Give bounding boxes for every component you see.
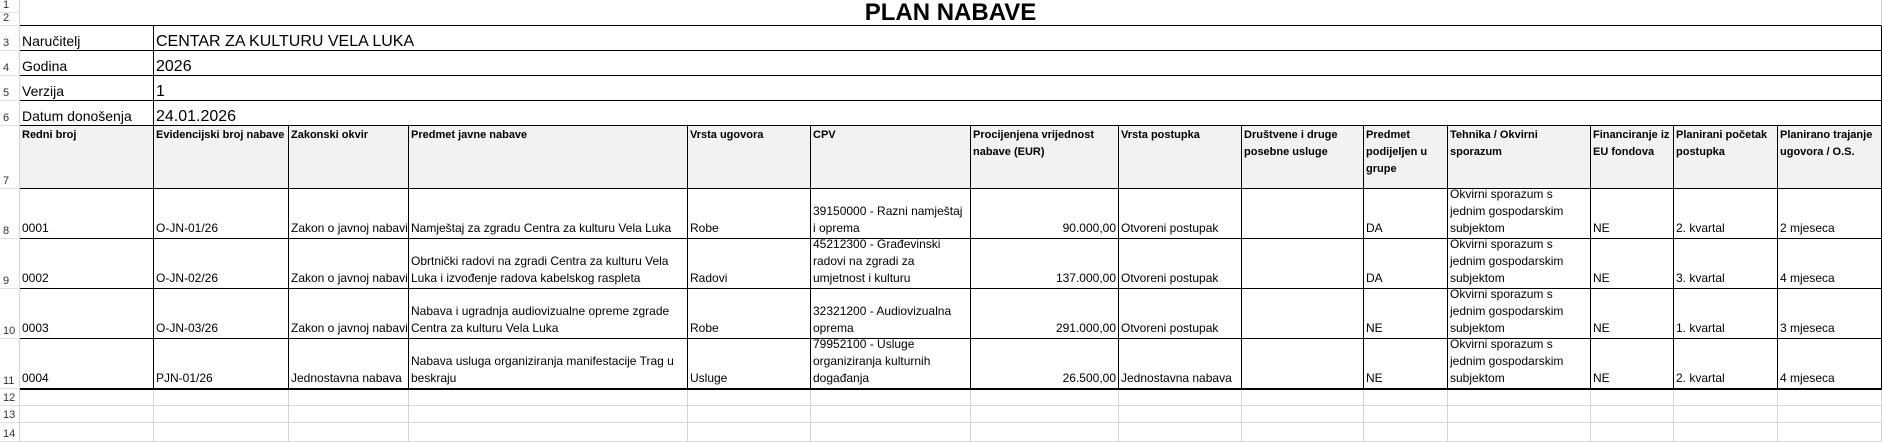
verzija-value[interactable]: 1 <box>154 76 1882 101</box>
table-cell-redni-broj[interactable]: 0003 <box>20 289 154 339</box>
table-cell-pocetak[interactable]: 2. kvartal <box>1674 189 1778 239</box>
empty-cell[interactable] <box>154 423 289 442</box>
header-trajanje[interactable]: Planirano trajanje ugovora / O.S. <box>1778 126 1882 189</box>
table-cell-drustvene-usluge[interactable] <box>1242 289 1364 339</box>
empty-cell[interactable] <box>409 423 688 442</box>
row-header-3[interactable]: 3 <box>0 26 20 51</box>
empty-cell[interactable] <box>1674 423 1778 442</box>
row-header-14[interactable]: 14 <box>0 423 20 442</box>
table-cell-evidencijski-broj[interactable]: O-JN-02/26 <box>154 239 289 289</box>
empty-cell[interactable] <box>811 406 971 423</box>
table-cell-okvirni-sporazum[interactable]: Okvirni sporazum s jednim gospodarskim subjektom <box>1448 289 1591 339</box>
empty-cell[interactable] <box>1448 390 1591 406</box>
table-cell-drustvene-usluge[interactable] <box>1242 239 1364 289</box>
row-header-8[interactable]: 8 <box>0 189 20 239</box>
table-cell-cpv[interactable]: 39150000 - Razni namještaj i oprema <box>811 189 971 239</box>
empty-cell[interactable] <box>1591 406 1674 423</box>
row-header-12[interactable]: 12 <box>0 389 20 406</box>
table-cell-eu-fondovi[interactable]: NE <box>1591 339 1674 389</box>
empty-cell[interactable] <box>1591 390 1674 406</box>
table-cell-trajanje[interactable]: 4 mjeseca <box>1778 339 1882 389</box>
table-cell-vrijednost[interactable]: 26.500,00 <box>971 339 1119 389</box>
table-cell-evidencijski-broj[interactable]: O-JN-03/26 <box>154 289 289 339</box>
header-procijenjena-vrijednost[interactable]: Procijenjena vrijednost nabave (EUR) <box>971 126 1119 189</box>
page-title[interactable]: PLAN NABAVE <box>20 0 1882 26</box>
table-cell-zakonski-okvir[interactable]: Zakon o javnoj nabavi <box>289 289 409 339</box>
empty-cell[interactable] <box>811 423 971 442</box>
table-cell-eu-fondovi[interactable]: NE <box>1591 239 1674 289</box>
table-cell-zakonski-okvir[interactable]: Zakon o javnoj nabavi <box>289 189 409 239</box>
godina-value[interactable]: 2026 <box>154 51 1882 76</box>
empty-cell[interactable] <box>1674 406 1778 423</box>
table-cell-zakonski-okvir[interactable]: Jednostavna nabava <box>289 339 409 389</box>
row-header-4[interactable]: 4 <box>0 51 20 76</box>
empty-cell[interactable] <box>20 390 154 406</box>
empty-cell[interactable] <box>688 390 811 406</box>
row-header-11[interactable]: 11 <box>0 339 20 389</box>
empty-cell[interactable] <box>1119 406 1242 423</box>
table-cell-cpv[interactable]: 32321200 - Audiovizualna oprema <box>811 289 971 339</box>
table-cell-vrsta-postupka[interactable]: Otvoreni postupak <box>1119 189 1242 239</box>
table-cell-predmet[interactable]: Obrtnički radovi na zgradi Centra za kulturu Vela Luka i izvođenje radova kabelskog raspleta <box>409 239 688 289</box>
header-pocetak[interactable]: Planirani početak postupka <box>1674 126 1778 189</box>
table-cell-drustvene-usluge[interactable] <box>1242 339 1364 389</box>
empty-cell[interactable] <box>1119 390 1242 406</box>
header-evidencijski-broj[interactable]: Evidencijski broj nabave <box>154 126 289 189</box>
table-cell-cpv[interactable]: 45212300 - Građevinski radovi na zgradi za umjetnost i kulturu <box>811 239 971 289</box>
row-header-6[interactable]: 6 <box>0 101 20 126</box>
table-cell-evidencijski-broj[interactable]: PJN-01/26 <box>154 339 289 389</box>
table-cell-drustvene-usluge[interactable] <box>1242 189 1364 239</box>
table-cell-predmet[interactable]: Nabava usluga organiziranja manifestacije Trag u beskraju <box>409 339 688 389</box>
row-header-7[interactable]: 7 <box>0 126 20 189</box>
empty-cell[interactable] <box>1242 406 1364 423</box>
table-cell-vrsta-ugovora[interactable]: Usluge <box>688 339 811 389</box>
row-header-10[interactable]: 10 <box>0 289 20 339</box>
table-cell-vrsta-ugovora[interactable]: Robe <box>688 189 811 239</box>
empty-cell[interactable] <box>1778 423 1882 442</box>
header-predmet[interactable]: Predmet javne nabave <box>409 126 688 189</box>
empty-cell[interactable] <box>971 406 1119 423</box>
table-cell-redni-broj[interactable]: 0002 <box>20 239 154 289</box>
verzija-label[interactable]: Verzija <box>20 76 154 101</box>
table-cell-predmet[interactable]: Namještaj za zgradu Centra za kulturu Vela Luka <box>409 189 688 239</box>
header-drustvene-usluge[interactable]: Društvene i druge posebne usluge <box>1242 126 1364 189</box>
empty-cell[interactable] <box>1364 406 1448 423</box>
header-okvirni-sporazum[interactable]: Tehnika / Okvirni sporazum <box>1448 126 1591 189</box>
table-cell-pocetak[interactable]: 2. kvartal <box>1674 339 1778 389</box>
table-cell-eu-fondovi[interactable]: NE <box>1591 289 1674 339</box>
empty-cell[interactable] <box>688 406 811 423</box>
table-cell-vrijednost[interactable]: 90.000,00 <box>971 189 1119 239</box>
table-cell-pocetak[interactable]: 3. kvartal <box>1674 239 1778 289</box>
table-cell-okvirni-sporazum[interactable]: Okvirni sporazum s jednim gospodarskim subjektom <box>1448 189 1591 239</box>
table-cell-trajanje[interactable]: 3 mjeseca <box>1778 289 1882 339</box>
empty-cell[interactable] <box>1674 390 1778 406</box>
table-cell-grupe[interactable]: NE <box>1364 289 1448 339</box>
table-cell-grupe[interactable]: DA <box>1364 189 1448 239</box>
row-header-9[interactable]: 9 <box>0 239 20 289</box>
empty-cell[interactable] <box>811 390 971 406</box>
datum-label[interactable]: Datum donošenja <box>20 101 154 126</box>
narucitelj-value[interactable]: CENTAR ZA KULTURU VELA LUKA <box>154 26 1882 51</box>
godina-label[interactable]: Godina <box>20 51 154 76</box>
empty-cell[interactable] <box>971 390 1119 406</box>
empty-cell[interactable] <box>409 390 688 406</box>
table-cell-eu-fondovi[interactable]: NE <box>1591 189 1674 239</box>
table-cell-evidencijski-broj[interactable]: O-JN-01/26 <box>154 189 289 239</box>
empty-cell[interactable] <box>1778 406 1882 423</box>
empty-cell[interactable] <box>1448 423 1591 442</box>
empty-cell[interactable] <box>1242 390 1364 406</box>
table-cell-cpv[interactable]: 79952100 - Usluge organiziranja kulturnih događanja <box>811 339 971 389</box>
empty-cell[interactable] <box>20 406 154 423</box>
table-cell-okvirni-sporazum[interactable]: Okvirni sporazum s jednim gospodarskim subjektom <box>1448 239 1591 289</box>
table-cell-vrijednost[interactable]: 291.000,00 <box>971 289 1119 339</box>
table-cell-redni-broj[interactable]: 0001 <box>20 189 154 239</box>
empty-cell[interactable] <box>409 406 688 423</box>
empty-cell[interactable] <box>154 406 289 423</box>
header-cpv[interactable]: CPV <box>811 126 971 189</box>
empty-cell[interactable] <box>289 423 409 442</box>
header-vrsta-postupka[interactable]: Vrsta postupka <box>1119 126 1242 189</box>
table-cell-vrijednost[interactable]: 137.000,00 <box>971 239 1119 289</box>
table-cell-vrsta-postupka[interactable]: Otvoreni postupak <box>1119 289 1242 339</box>
table-cell-grupe[interactable]: NE <box>1364 339 1448 389</box>
table-cell-zakonski-okvir[interactable]: Zakon o javnoj nabavi <box>289 239 409 289</box>
table-cell-vrsta-ugovora[interactable]: Radovi <box>688 239 811 289</box>
empty-cell[interactable] <box>1364 423 1448 442</box>
header-zakonski-okvir[interactable]: Zakonski okvir <box>289 126 409 189</box>
row-header-2[interactable]: 2 <box>0 13 20 26</box>
empty-cell[interactable] <box>154 390 289 406</box>
table-cell-redni-broj[interactable]: 0004 <box>20 339 154 389</box>
empty-cell[interactable] <box>289 390 409 406</box>
empty-cell[interactable] <box>1448 406 1591 423</box>
narucitelj-label[interactable]: Naručitelj <box>20 26 154 51</box>
empty-cell[interactable] <box>1242 423 1364 442</box>
table-cell-trajanje[interactable]: 4 mjeseca <box>1778 239 1882 289</box>
empty-cell[interactable] <box>1119 423 1242 442</box>
empty-cell[interactable] <box>289 406 409 423</box>
empty-cell[interactable] <box>1591 423 1674 442</box>
empty-cell[interactable] <box>971 423 1119 442</box>
table-cell-vrsta-postupka[interactable]: Otvoreni postupak <box>1119 239 1242 289</box>
header-eu-fondovi[interactable]: Financiranje iz EU fondova <box>1591 126 1674 189</box>
empty-cell[interactable] <box>688 423 811 442</box>
table-cell-okvirni-sporazum[interactable]: Okvirni sporazum s jednim gospodarskim subjektom <box>1448 339 1591 389</box>
header-vrsta-ugovora[interactable]: Vrsta ugovora <box>688 126 811 189</box>
empty-cell[interactable] <box>1778 390 1882 406</box>
header-grupe[interactable]: Predmet podijeljen u grupe <box>1364 126 1448 189</box>
table-cell-trajanje[interactable]: 2 mjeseca <box>1778 189 1882 239</box>
row-header-1[interactable]: 1 <box>0 0 20 13</box>
table-cell-predmet[interactable]: Nabava i ugradnja audiovizualne opreme zgrade Centra za kulturu Vela Luka <box>409 289 688 339</box>
table-cell-vrsta-ugovora[interactable]: Robe <box>688 289 811 339</box>
row-header-5[interactable]: 5 <box>0 76 20 101</box>
empty-cell[interactable] <box>20 423 154 442</box>
table-cell-grupe[interactable]: DA <box>1364 239 1448 289</box>
empty-cell[interactable] <box>1364 390 1448 406</box>
table-cell-pocetak[interactable]: 1. kvartal <box>1674 289 1778 339</box>
datum-value[interactable]: 24.01.2026 <box>154 101 1882 126</box>
row-header-13[interactable]: 13 <box>0 406 20 423</box>
table-cell-vrsta-postupka[interactable]: Jednostavna nabava <box>1119 339 1242 389</box>
header-redni-broj[interactable]: Redni broj <box>20 126 154 189</box>
